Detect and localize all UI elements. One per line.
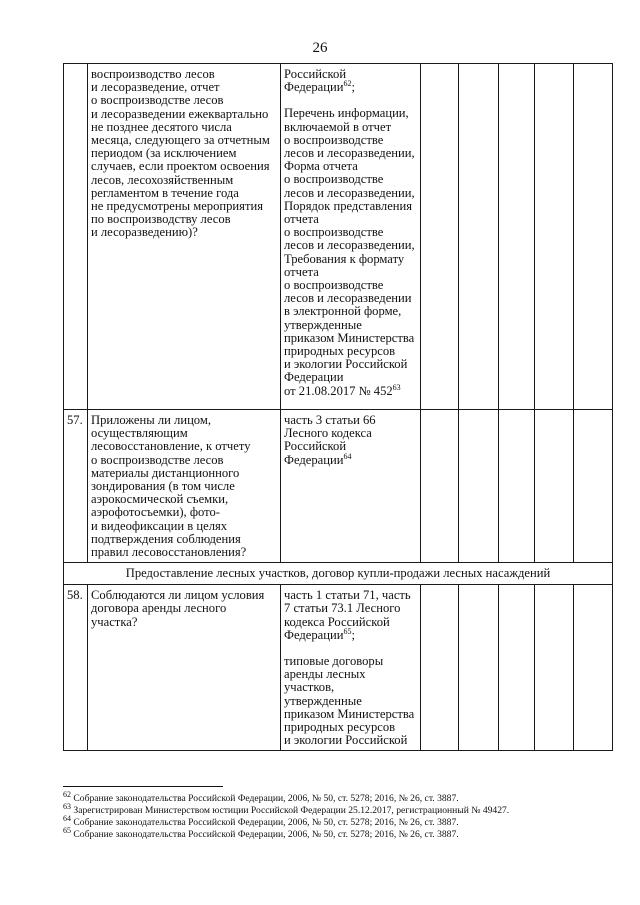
reference-punct: ; (351, 627, 355, 642)
check-cell (574, 585, 613, 751)
reference-line: Федерации (284, 370, 344, 385)
check-cell (574, 410, 613, 563)
table-row-58 (64, 585, 613, 751)
footnote-mark: 64 (343, 451, 352, 461)
reference-line: о воспроизводстве (284, 225, 384, 240)
reference-line: включаемой в отчет (284, 119, 392, 134)
question-line: и лесоразведении ежеквартально (91, 106, 269, 121)
reference-line: участков, (284, 680, 335, 695)
reference-line: Требования к формату (284, 251, 405, 266)
reference-line: утвержденные (284, 317, 362, 332)
reference-line: Порядок представления (284, 198, 413, 213)
reference-line: в электронной форме, (284, 304, 402, 319)
question-line: Приложены ли лицом, (91, 413, 211, 427)
question-line: случаев, если проектом освоения (91, 159, 270, 174)
question-line: регламентом в течение года (91, 185, 239, 200)
reference-line: Лесного кодекса (284, 426, 372, 441)
reference-line: и экологии Российской (284, 357, 408, 372)
reference-cell (281, 64, 421, 410)
reference-line: природных ресурсов (284, 720, 396, 735)
check-cell (535, 64, 574, 410)
question-line: и лесоразведение, отчет (91, 80, 220, 95)
question-line: периодом (за исключением (91, 146, 237, 161)
footnote-mark: 63 (392, 382, 401, 392)
question-line: о воспроизводстве лесов (91, 452, 224, 467)
reference-line: и экологии Российской (284, 733, 408, 748)
check-cell (421, 64, 459, 410)
reference-line: приказом Министерства (284, 330, 415, 345)
question-line: зондирования (в том числе (91, 479, 235, 494)
reference-line: приказом Министерства (284, 706, 415, 721)
check-cell (535, 585, 574, 751)
section-header-row (64, 563, 613, 585)
reference-text: Федерации (284, 80, 344, 95)
question-cell (88, 410, 281, 563)
footnote-number: 65 (63, 825, 71, 835)
check-cell (421, 585, 459, 751)
reference-line: лесов и лесоразведении, (284, 185, 415, 200)
question-line: месяца, следующего за отчетным (91, 133, 270, 148)
reference-line: отчета (284, 212, 319, 227)
reference-line: кодекса Российской (284, 614, 390, 629)
reference-cell (281, 585, 421, 751)
question-line: и видеофиксации в целях (91, 518, 228, 533)
requirements-table (63, 63, 613, 751)
reference-line: часть 3 статьи 66 (284, 413, 376, 427)
section-header: Предоставление лесных участков, договор купли-продажи лесных насаждений (64, 563, 613, 585)
check-cell (574, 64, 613, 410)
footnote (63, 801, 623, 817)
question-line: материалы дистанционного (91, 465, 240, 480)
table-row-continuation (64, 64, 613, 410)
reference-line: природных ресурсов (284, 344, 396, 359)
question-line: правил лесовосстановления? (91, 545, 247, 560)
question-line: о воспроизводстве лесов (91, 93, 224, 108)
reference-line: аренды лесных (284, 667, 366, 682)
reference-line: часть 1 статьи 71, часть (284, 588, 411, 603)
reference-line: отчета (284, 264, 319, 279)
question-line: аэрофотосъемки), фото- (91, 505, 220, 520)
check-cell (499, 585, 535, 751)
footnotes (63, 789, 623, 841)
reference-line: лесов и лесоразведении (284, 291, 412, 306)
question-line: по воспроизводству лесов (91, 212, 231, 227)
row-number-cell: 58. (64, 585, 88, 751)
reference-line: лесов и лесоразведении, (284, 146, 415, 161)
reference-line: о воспроизводстве (284, 278, 384, 293)
page-number: 26 (312, 40, 328, 56)
footnote-number: 63 (63, 801, 71, 811)
reference-line: Российской (284, 67, 347, 81)
footnote-divider (63, 786, 223, 787)
footnote-mark: 65 (343, 626, 352, 636)
question-line: воспроизводство лесов (91, 67, 215, 81)
reference-line: Форма отчета (284, 159, 358, 174)
footnote-text: Зарегистрирован Министерством юстиции Российской Федерации 25.12.2017, регистрационный № 49427. (71, 805, 510, 816)
reference-line: о воспроизводстве (284, 172, 384, 187)
reference-text: от 21.08.2017 № 452 (284, 383, 393, 398)
reference-line: Российской (284, 439, 347, 454)
reference-cell (281, 410, 421, 563)
reference-line: утвержденные (284, 693, 362, 708)
check-cell (499, 64, 535, 410)
question-line: осуществляющим (91, 426, 188, 441)
question-line: не предусмотрены мероприятия (91, 199, 263, 214)
row-number-cell (64, 64, 88, 410)
row-number-cell: 57. (64, 410, 88, 563)
reference-line: Перечень информации, (284, 106, 409, 121)
reference-text: Федерации (284, 452, 344, 467)
reference-text: Федерации (284, 627, 344, 642)
footnote-text: Собрание законодательства Российской Федерации, 2006, № 50, ст. 5278; 2016, № 26, ст. 3887. (71, 817, 459, 828)
footnote (63, 789, 623, 805)
question-line: участка? (91, 614, 138, 629)
question-line: не позднее десятого числа (91, 119, 232, 134)
check-cell (421, 410, 459, 563)
check-cell (459, 410, 499, 563)
check-cell (459, 585, 499, 751)
check-cell (499, 410, 535, 563)
question-cell (88, 585, 281, 751)
footnote-text: Собрание законодательства Российской Федерации, 2006, № 50, ст. 5278; 2016, № 26, ст. 3887. (71, 793, 459, 804)
reference-punct: ; (351, 80, 355, 95)
reference-line: типовые договоры (284, 654, 384, 669)
question-line: Соблюдаются ли лицом условия (91, 588, 265, 603)
footnote-number: 62 (63, 789, 71, 799)
footnote-text: Собрание законодательства Российской Федерации, 2006, № 50, ст. 5278; 2016, № 26, ст. 3887. (71, 829, 459, 840)
table-row-57 (64, 410, 613, 563)
reference-line: о воспроизводстве (284, 132, 384, 147)
question-line: договора аренды лесного (91, 601, 227, 616)
footnote (63, 813, 623, 829)
footnote-mark: 62 (343, 79, 352, 89)
question-line: аэрокосмической съемки, (91, 492, 229, 507)
footnote (63, 825, 623, 841)
check-cell (535, 410, 574, 563)
question-line: и лесоразведению)? (91, 225, 198, 240)
reference-line: 7 статьи 73.1 Лесного (284, 601, 401, 616)
footnote-number: 64 (63, 813, 71, 823)
question-line: подтверждения соблюдения (91, 531, 241, 546)
question-cell (88, 64, 281, 410)
reference-line: лесов и лесоразведении, (284, 238, 415, 253)
question-line: лесов, лесохозяйственным (91, 172, 234, 187)
question-line: лесовосстановление, к отчету (91, 439, 251, 454)
check-cell (459, 64, 499, 410)
